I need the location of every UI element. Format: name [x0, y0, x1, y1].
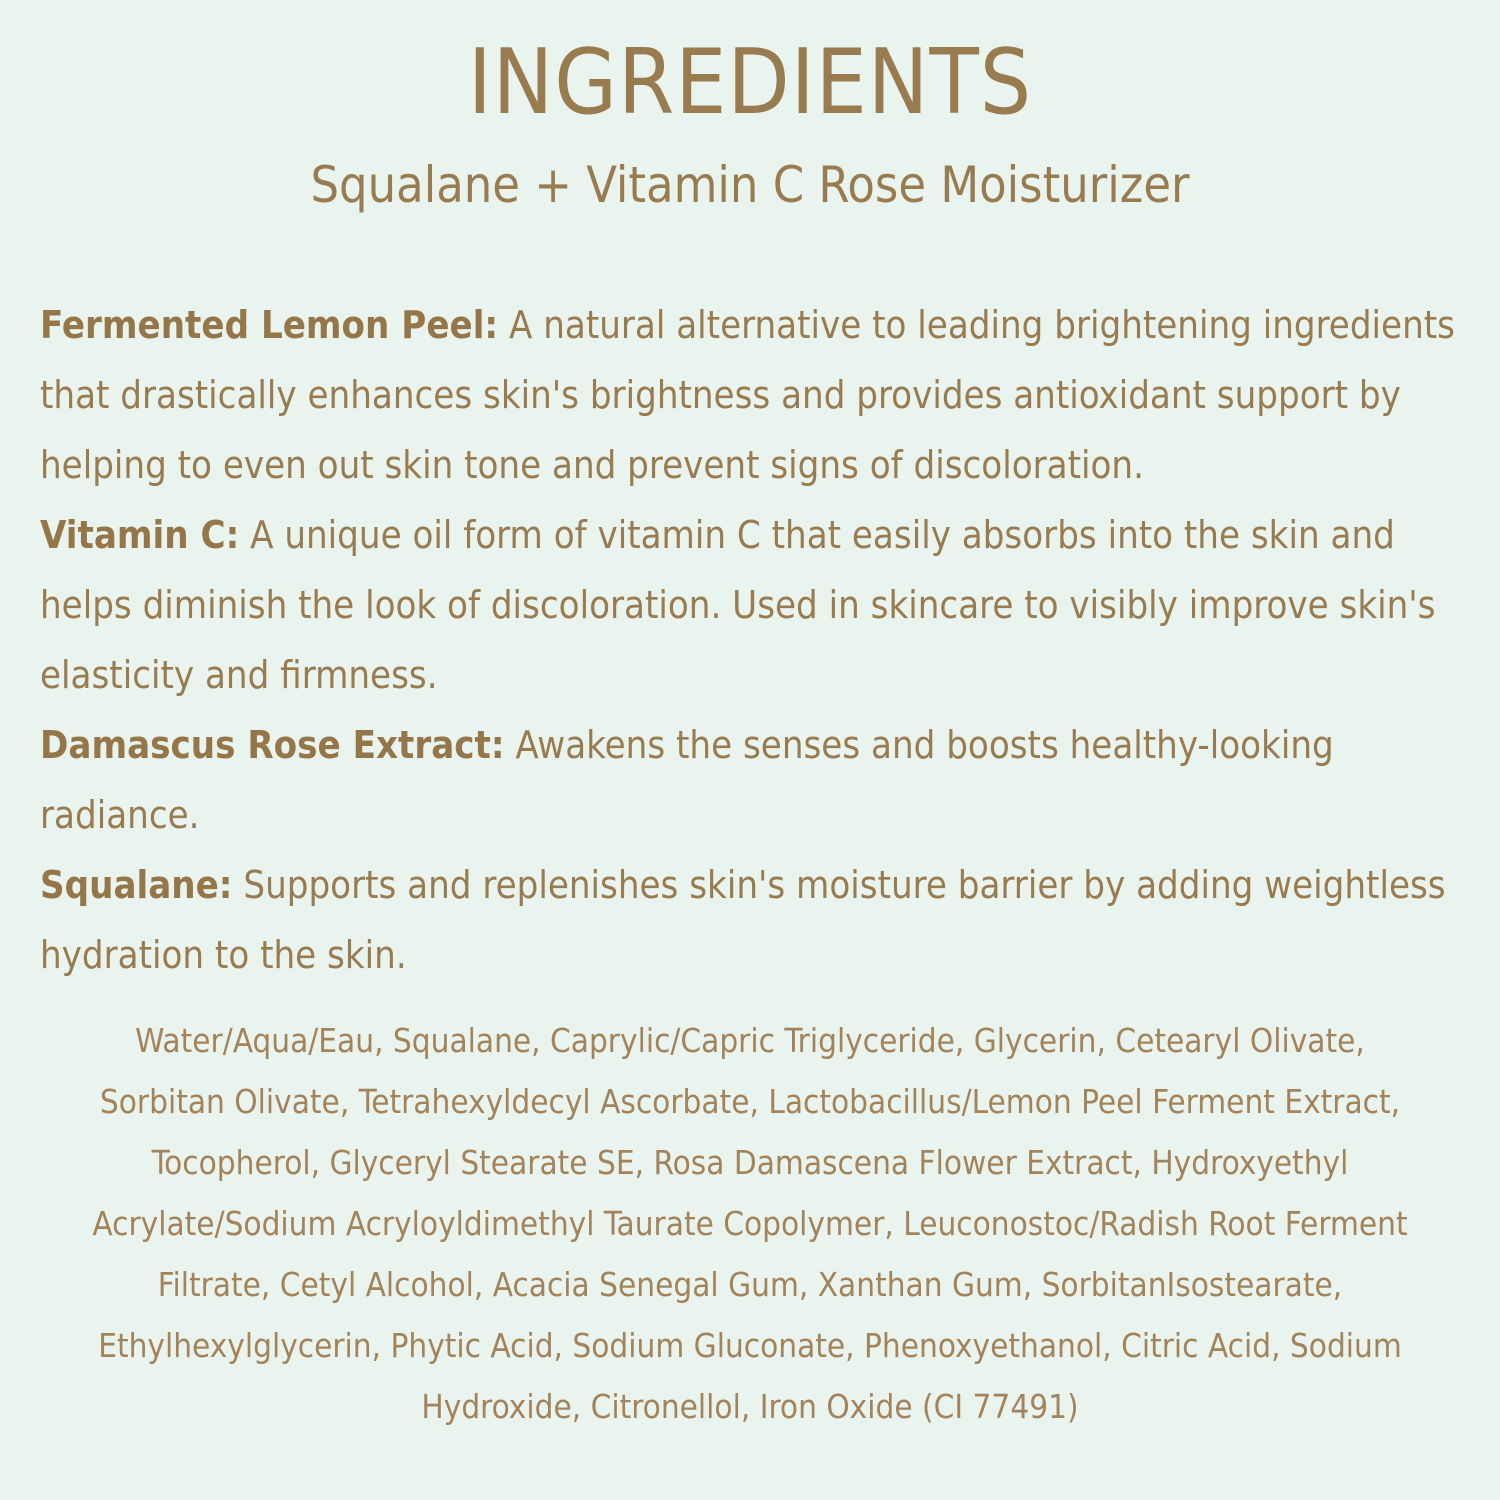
key-ingredients-list — [40, 290, 1490, 990]
key-ingredient-description: Supports and replenishes skin's moisture barrier by adding weightless hydration to the skin. — [40, 863, 1446, 977]
key-ingredient-item — [40, 710, 1490, 850]
full-ingredient-list: Water/Aqua/Eau, Squalane, Caprylic/Capric Triglyceride, Glycerin, Cetearyl Olivate, Sorbitan Olivate, Tetrahexyldecyl Ascorbate, Lactobacillus/Lemon Peel Ferment Extract, Tocopherol, Glyceryl Stearate SE, Rosa Damascena Flower Extract, Hydroxyethyl Acrylate/Sodium Acryloyldimethyl Taurate Copolymer, Leuconostoc/Radish Root Ferment Filtrate, Cetyl Alcohol, Acacia Senegal Gum, Xanthan Gum, SorbitanIsostearate, Ethylhexylglycerin, Phytic Acid, Sodium Gluconate, Phenoxyethanol, Citric Acid, Sodium Hydroxide, Citronellol, Iron Oxide (CI 77491) — [92, 1021, 1408, 1426]
key-ingredient-item — [40, 850, 1490, 990]
key-ingredient-description: A natural alternative to leading brightening ingredients that drastically enhances skin's brightness and provides antioxidant support by helping to even out skin tone and prevent signs of discoloration. — [40, 303, 1455, 487]
key-ingredient-name: Vitamin C: — [40, 513, 240, 557]
key-ingredient-description: Awakens the senses and boosts healthy-looking radiance. — [40, 723, 1334, 837]
key-ingredient-name: Fermented Lemon Peel: — [40, 303, 499, 347]
key-ingredient-name: Squalane: — [40, 863, 233, 907]
key-ingredient-item — [40, 500, 1490, 710]
key-ingredient-item — [40, 290, 1490, 500]
key-ingredient-description: A unique oil form of vitamin C that easily absorbs into the skin and helps diminish the look of discoloration. Used in skincare to visibly improve skin's elasticity and firmness. — [40, 513, 1436, 697]
key-ingredient-name: Damascus Rose Extract: — [40, 723, 505, 767]
product-name: Squalane + Vitamin C Rose Moisturizer — [310, 156, 1190, 214]
page-title: INGREDIENTS — [467, 30, 1033, 135]
